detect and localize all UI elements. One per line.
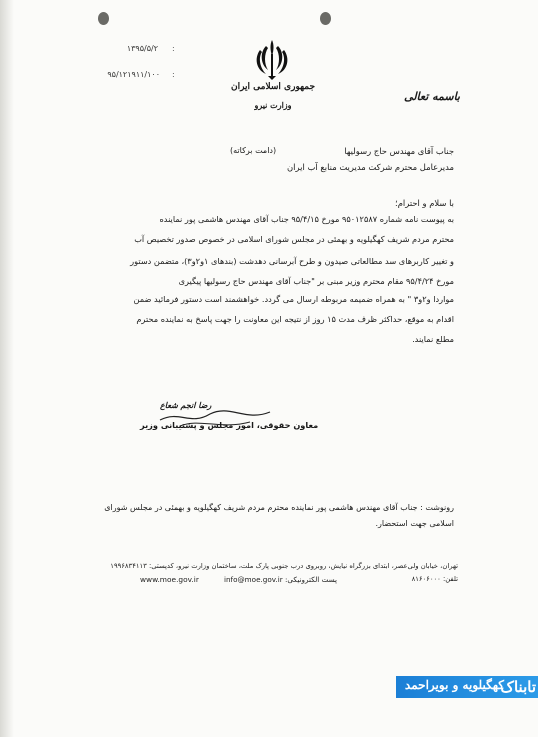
addressee: جناب آقای مهندس حاج رسولیها xyxy=(344,146,454,156)
watermark-banner xyxy=(396,666,538,708)
body-line: اقدام به موقع، حداکثر ظرف مدت ۱۵ روز از نتیجه این معاونت را جهت پاسخ به نماینده محترم xyxy=(136,314,454,324)
recipient-title: مدیرعامل محترم شرکت مدیریت منابع آب ایران xyxy=(287,162,454,172)
body-line: مطلع نمایند. xyxy=(412,334,454,344)
cc-line: اسلامی جهت استحضار. xyxy=(375,519,454,528)
punch-hole-right xyxy=(320,12,331,25)
ministry-name: وزارت نیرو xyxy=(254,100,292,110)
emblem-caption: جمهوری اسلامی ایران xyxy=(230,82,316,92)
signer-title: معاون حقوقی، امور مجلس و پشتیبانی وزیر xyxy=(140,420,319,430)
footer-email: پست الکترونیکی: info@moe.gov.ir xyxy=(224,575,338,584)
scan-edge-shadow xyxy=(0,0,14,737)
signer-name: رضا انجم شعاع xyxy=(160,400,212,410)
cc-line: رونوشت : جناب آقای مهندس هاشمی پور نماینده محترم مردم شریف کهگیلویه و بهمئی در مجلس شورای xyxy=(104,503,454,512)
greeting: با سلام و احترام؛ xyxy=(395,198,454,208)
body-line: مورخ ۹۵/۴/۲۴ مقام محترم وزیر مبنی بر "جناب آقای مهندس حاج رسولیها پیگیری xyxy=(178,276,454,286)
footer-website: www.moe.gov.ir xyxy=(140,575,199,584)
banner-text: کهگیلویه و بویراحمد xyxy=(404,678,504,692)
number-label-mark: : xyxy=(172,70,175,79)
body-line: و تغییر کاربرهای سد مطالعاتی صیدون و طرح آبرسانی دهدشت (بندهای ۱و۲و۳)، متضمن دستور xyxy=(130,256,454,266)
addressee-honorific: (دامت برکاته) xyxy=(230,146,277,155)
punch-hole-left xyxy=(98,12,109,25)
date-label-mark: : xyxy=(172,44,175,53)
body-line: محترم مردم شریف کهگیلویه و بهمئی در مجلس شورای اسلامی در خصوص صدور تخصیص آب xyxy=(134,234,454,244)
footer-phone: تلفن: ۸۱۶۰۶۰۰۰ xyxy=(411,575,458,583)
letter-date: ۱۳۹۵/۵/۲ xyxy=(126,44,158,53)
body-line: مواردا و۲و۳ " به همراه ضمیمه مربوطه ارسال می گردد. خواهشمند است دستور فرمائید ضمن xyxy=(133,294,454,304)
banner-brand-logo: تابناک xyxy=(500,678,536,696)
basmala: باسمه تعالی xyxy=(404,90,460,103)
letter-number: ۹۵/۱۲۱۹۱۱/۱۰۰ xyxy=(107,70,160,79)
iran-emblem-icon xyxy=(254,36,290,82)
footer-address: تهران، خیابان ولی‌عصر، ابتدای بزرگراه نیایش، روبروی درب جنوبی پارک ملت، ساختمان وزارت نیرو، کدپستی: ۱۹۹۶۸۳۴۱۱۳ xyxy=(110,562,458,570)
body-line: به پیوست نامه شماره ۹۵۰۱۲۵۸۷ مورخ ۹۵/۴/۱۵ جناب آقای مهندس هاشمی پور نماینده xyxy=(159,214,454,224)
